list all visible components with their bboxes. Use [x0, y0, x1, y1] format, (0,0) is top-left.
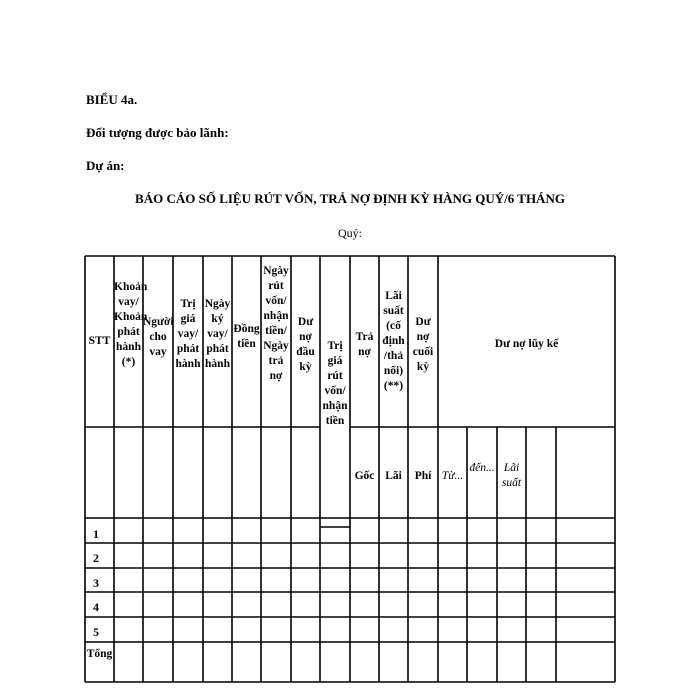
subheader-from: Từ... [441, 470, 464, 482]
subheader-fee: Phí [414, 470, 432, 482]
header-interest-rate: Lãi suất (cố định /thả nổi) (**) [382, 290, 405, 392]
row-number: 2 [93, 551, 99, 565]
header-cumulative-debt: Dư nợ lũy kế [494, 338, 559, 350]
guaranteed-party-label: Đối tượng được bảo lãnh: [86, 125, 229, 140]
subheader-interest: Lãi [385, 470, 402, 482]
row-total: Tổng [86, 648, 113, 660]
header-closing-debt: Dư nợ cuối kỳ [412, 316, 434, 373]
header-sign-date: Ngày ký vay/ phát hành [204, 298, 231, 370]
header-opening-debt: Dư nợ đầu kỳ [296, 316, 315, 373]
header-loan: Khoản vay/ Khoản phát hành (*) [114, 281, 148, 368]
report-title: BÁO CÁO SỐ LIỆU RÚT VỐN, TRẢ NỢ ĐỊNH KỲ HÀNG QUÝ/6 THÁNG [135, 191, 565, 206]
row-number: 1 [93, 527, 99, 541]
header-withdraw-date: Ngày rút vốn/ nhận tiền/ Ngày trả nợ [263, 265, 289, 382]
subheader-principal: Gốc [354, 470, 375, 482]
quarter-label: Quý: [338, 226, 362, 240]
header-lender: Người cho vay [143, 316, 174, 358]
row-number: 3 [93, 576, 99, 590]
header-value: Trị giá vay/ phát hành [175, 298, 201, 370]
subheader-rate: Lãi suất [501, 462, 522, 489]
row-number: 5 [93, 625, 99, 639]
header-repayment: Trả nợ [355, 331, 374, 358]
subheader-to: đến... [469, 462, 495, 474]
row-number: 4 [93, 600, 99, 614]
header-stt: STT [88, 335, 111, 347]
header-withdrawn-value: Trị giá rút vốn/ nhận tiền [322, 340, 348, 427]
project-label: Dự án: [86, 158, 125, 173]
form-code: BIỂU 4a. [86, 92, 138, 107]
header-currency: Đồng tiền [233, 323, 260, 350]
